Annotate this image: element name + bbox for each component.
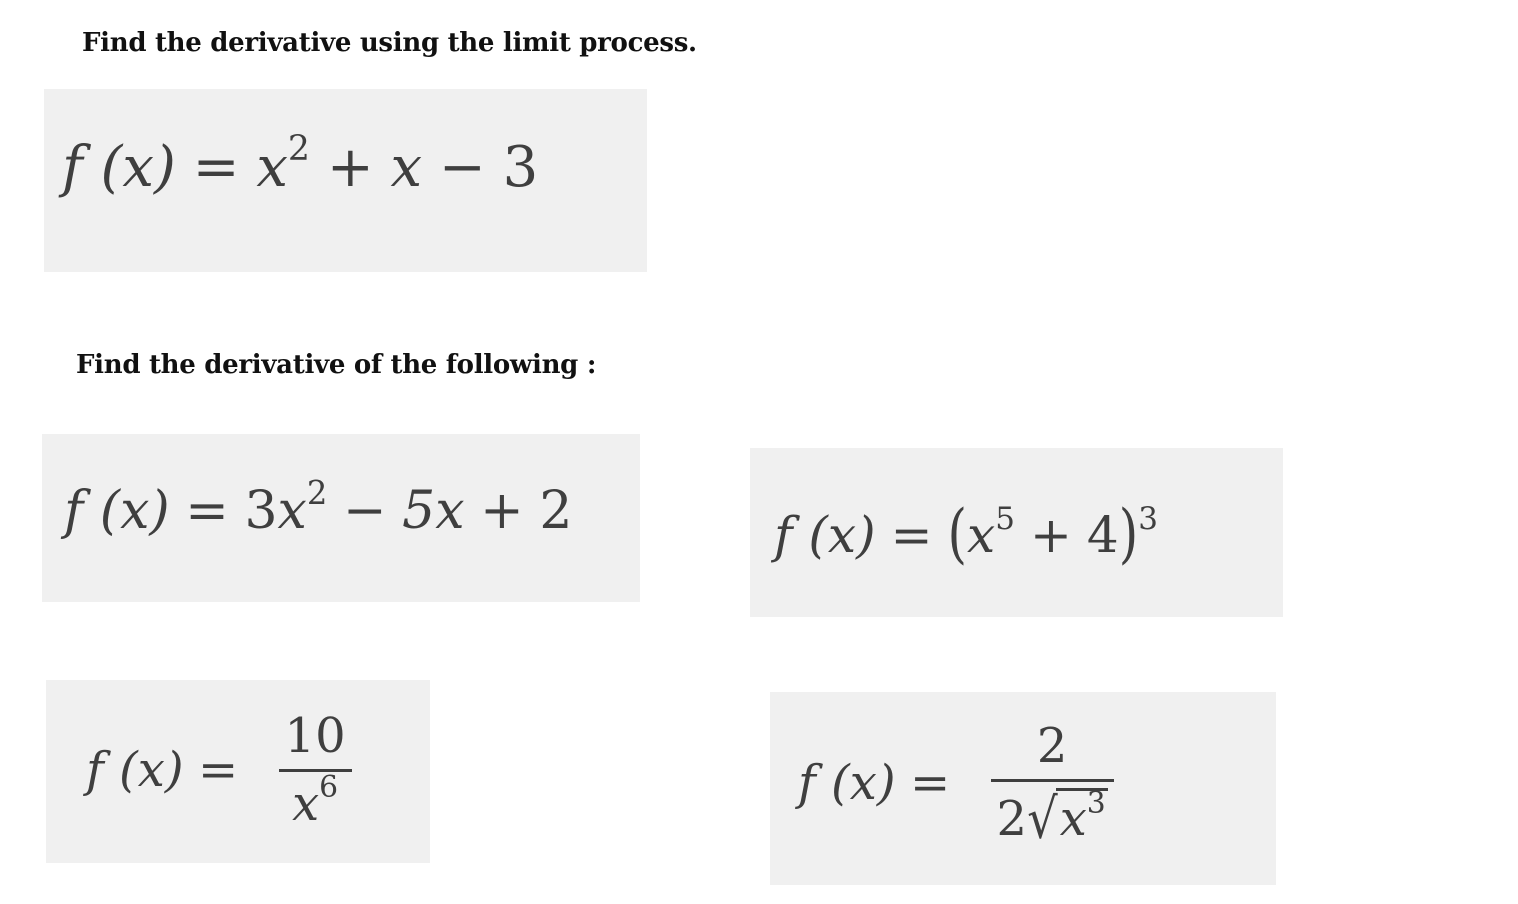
denominator (991, 785, 1114, 852)
numerator: 10 (284, 707, 346, 764)
fraction (991, 718, 1114, 852)
coefficient: 3 (244, 481, 278, 541)
equation-1 (62, 128, 539, 200)
close-paren: ) (1118, 495, 1139, 572)
linear-term: 5x (402, 481, 465, 541)
plus-sign: + (480, 481, 524, 541)
equals-sign: = (890, 506, 933, 564)
equation-2 (64, 473, 573, 541)
function-lhs: f (x) (62, 135, 176, 200)
radicand (1056, 785, 1108, 847)
inner-exponent: 5 (995, 500, 1015, 537)
function-lhs: f (x) (86, 742, 184, 798)
constant-term: 2 (539, 481, 573, 541)
equation-3 (774, 495, 1158, 572)
equals-sign: = (185, 481, 229, 541)
exponent: 2 (306, 473, 328, 512)
radicand-variable: x (1059, 791, 1087, 847)
function-lhs: f (x) (64, 481, 170, 541)
equals-sign: = (909, 755, 951, 811)
minus-sign: − (438, 135, 486, 200)
equation-5 (798, 708, 1114, 858)
minus-sign: − (342, 481, 387, 541)
denominator-exponent: 6 (319, 770, 339, 806)
function-lhs: f (x) (774, 506, 876, 564)
equals-sign: = (192, 135, 240, 200)
term-variable: x (256, 135, 288, 200)
instruction-limit-process: Find the derivative using the limit process. (82, 28, 697, 58)
plus-sign: + (326, 135, 374, 200)
equation-4 (86, 700, 352, 840)
fraction (279, 707, 352, 832)
denominator-coefficient: 2 (996, 791, 1028, 847)
fraction-bar (991, 779, 1114, 782)
term-variable: x (277, 481, 307, 541)
exponent: 2 (287, 128, 311, 169)
outer-exponent: 3 (1138, 500, 1158, 537)
instruction-derivative-following: Find the derivative of the following : (76, 350, 597, 380)
open-paren: ( (947, 495, 968, 572)
denominator-variable: x (292, 775, 320, 832)
constant-term: 3 (502, 135, 539, 200)
equals-sign: = (197, 742, 239, 798)
radical-sign: √ (1027, 786, 1058, 852)
term-variable: x (967, 506, 996, 564)
denominator (286, 770, 344, 832)
plus-sign: + (1029, 506, 1072, 564)
numerator: 2 (1036, 718, 1068, 775)
term-variable: x (390, 135, 423, 200)
radicand-exponent: 3 (1086, 785, 1106, 821)
function-lhs: f (x) (798, 755, 896, 811)
constant-term: 4 (1086, 506, 1119, 564)
fraction-bar (279, 769, 352, 772)
